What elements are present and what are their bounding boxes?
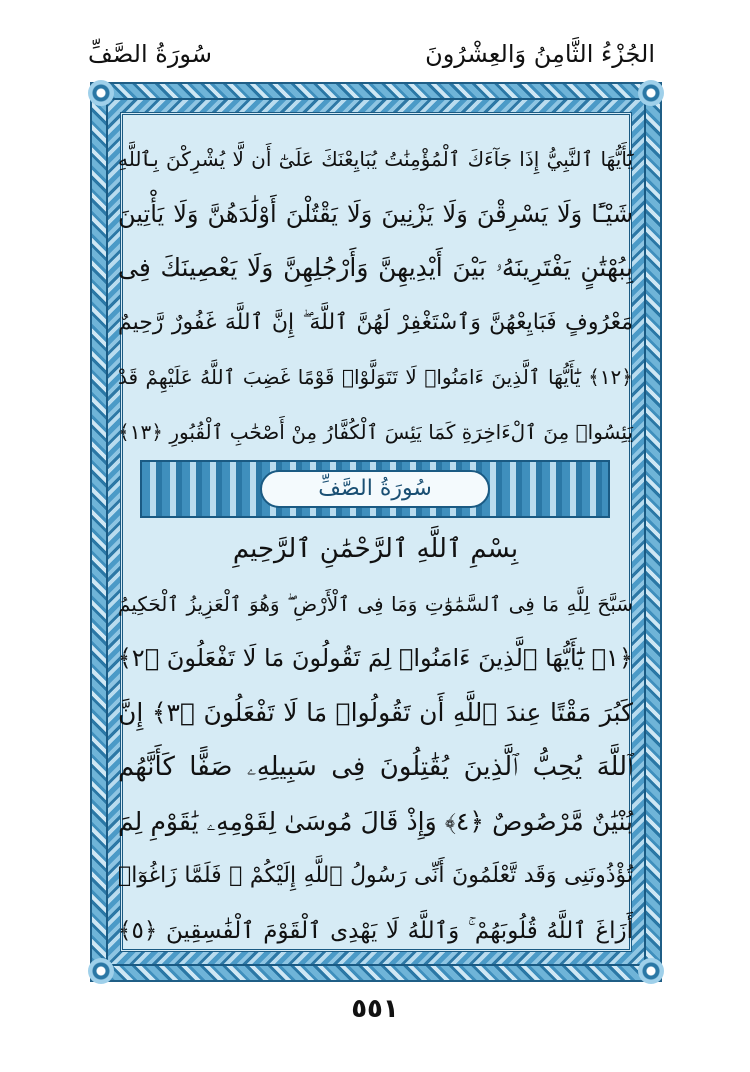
verse-line: يَئِسُوا۟ مِنَ ٱلْءَاخِرَةِ كَمَا يَئِسَ ٱلْكُفَّارُ مِنْ أَصْحَٰبِ ٱلْقُبُورِ ﴿١٣﴾ <box>118 419 633 444</box>
page-number: ٥٥١ <box>351 994 399 1024</box>
verse-line: ﴿١﴾ يَٰٓأَيُّهَا ٱلَّذِينَ ءَامَنُوا۟ لِمَ تَقُولُونَ مَا لَا تَفْعَلُونَ ﴿٢﴾ <box>117 644 633 672</box>
verse-line: ﴿١٢﴾ يَٰٓأَيُّهَا ٱلَّذِينَ ءَامَنُوا۟ لَا تَتَوَلَّوْا۟ قَوْمًا غَضِبَ ٱللَّهُ عَلَيْهِمْ قَدْ <box>118 365 633 389</box>
verse-line: ٱللَّهَ يُحِبُّ ٱلَّذِينَ يُقَٰتِلُونَ فِى سَبِيلِهِۦ صَفًّا كَأَنَّهُم <box>118 752 633 782</box>
verse-line: بِبُهْتَٰنٍ يَفْتَرِينَهُۥ بَيْنَ أَيْدِيهِنَّ وَأَرْجُلِهِنَّ وَلَا يَعْصِينَكَ فِى <box>118 253 633 282</box>
verse-line: شَيْـًٔا وَلَا يَسْرِقْنَ وَلَا يَزْنِينَ وَلَا يَقْتُلْنَ أَوْلَٰدَهُنَّ وَلَا يَأْتِينَ <box>118 199 633 228</box>
basmala: بِسْمِ ٱللَّهِ ٱلرَّحْمَٰنِ ٱلرَّحِيمِ <box>232 534 519 564</box>
corner-ornament-icon <box>88 958 114 984</box>
verse-line: كَبُرَ مَقْتًا عِندَ ٱللَّهِ أَن تَقُولُوا۟ مَا لَا تَفْعَلُونَ ﴿٣﴾ إِنَّ <box>118 697 633 727</box>
verses-block-bottom <box>118 526 633 962</box>
surah-header: سُورَةُ الصَّفِّ <box>88 40 212 68</box>
verse-line: يَٰٓأَيُّهَا ٱلنَّبِيُّ إِذَا جَآءَكَ ٱلْمُؤْمِنَٰتُ يُبَايِعْنَكَ عَلَىٰٓ أَن لَّا يُشْرِكْنَ بِٱللَّهِ <box>118 147 633 171</box>
corner-ornament-icon <box>638 80 664 106</box>
verse-line: سَبَّحَ لِلَّهِ مَا فِى ٱلسَّمَٰوَٰتِ وَمَا فِى ٱلْأَرْضِ ۖ وَهُوَ ٱلْعَزِيزُ ٱلْحَكِيمُ <box>118 591 633 616</box>
surah-banner <box>140 460 610 518</box>
corner-ornament-icon <box>88 80 114 106</box>
surah-title: سُورَةُ الصَّفِّ <box>260 470 490 508</box>
juz-header: الجُزْءُ الثَّامِنُ وَالعِشْرُونَ <box>425 40 655 68</box>
verse-line: بُنْيَٰنٌ مَّرْصُوصٌ ﴿٤﴾ وَإِذْ قَالَ مُوسَىٰ لِقَوْمِهِۦ يَٰقَوْمِ لِمَ <box>118 806 633 836</box>
corner-ornament-icon <box>638 958 664 984</box>
verses-block-top <box>118 136 633 463</box>
verse-line: أَزَاغَ ٱللَّهُ قُلُوبَهُمْ ۚ وَٱللَّهُ لَا يَهْدِى ٱلْقَوْمَ ٱلْفَٰسِقِينَ ﴿٥﴾ <box>118 917 633 944</box>
verse-line: تُؤْذُونَنِى وَقَد تَّعْلَمُونَ أَنِّى رَسُولُ ٱللَّهِ إِلَيْكُمْ ۖ فَلَمَّا زَاغُوٓا۟ <box>118 863 633 888</box>
verse-line: مَعْرُوفٍ فَبَايِعْهُنَّ وَٱسْتَغْفِرْ لَهُنَّ ٱللَّهَ ۖ إِنَّ ٱللَّهَ غَفُورٌ رَّحِيمٌ <box>118 309 633 335</box>
